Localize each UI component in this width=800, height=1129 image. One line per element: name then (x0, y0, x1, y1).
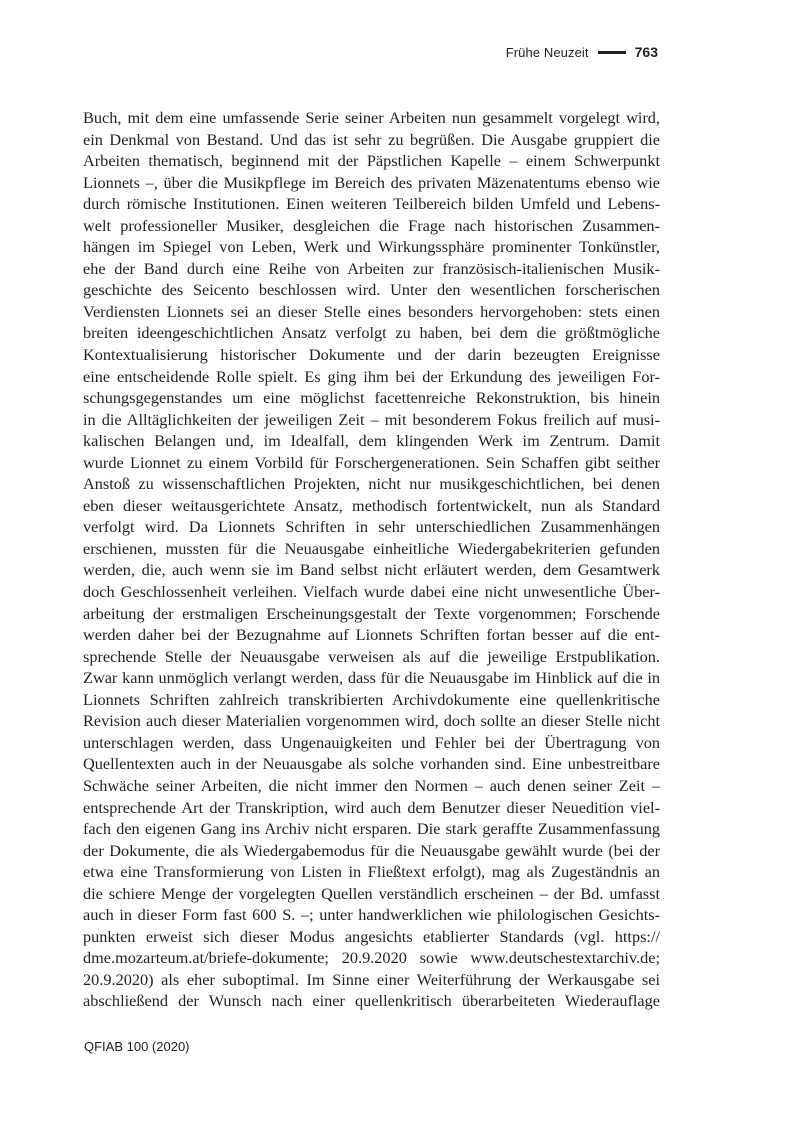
text-line: welt professioneller Musiker, desgleichen die Frage nach historischen Zusammen- (83, 215, 660, 235)
text-line: eine entscheidende Rolle spielt. Es ging ihm bei der Erkundung des jeweiligen For- (83, 366, 660, 386)
section-title: Frühe Neuzeit (505, 44, 589, 60)
text-line: entsprechende Art der Transkription, wird auch dem Benutzer dieser Neuedition viel- (83, 797, 660, 817)
text-line: dme.mozarteum.at/briefe-dokumente; 20.9.2020 sowie www.deutschestextarchiv.de; (83, 948, 660, 968)
text-line: abschließend der Wunsch nach einer quellenkritisch überarbeiteten Wiederauflage (83, 991, 660, 1011)
text-line: Anstoß zu wissenschaftlichen Projekten, nicht nur musikgeschichtlichen, bei denen (83, 474, 660, 494)
text-line: in die Alltäglichkeiten der jeweiligen Zeit – mit besonderem Fokus freilich auf musi- (83, 409, 660, 429)
text-line: breiten ideengeschichtlichen Ansatz verfolgt zu haben, bei dem die größtmögliche (83, 323, 660, 343)
text-line: durch römische Institutionen. Einen weiteren Teilbereich bilden Umfeld und Lebens- (83, 194, 660, 214)
text-line: Kontextualisierung historischer Dokumente und der darin bezeugten Ereignisse (83, 345, 660, 365)
text-line: Zwar kann unmöglich verlangt werden, dass für die Neuausgabe im Hinblick auf die in (83, 668, 660, 688)
text-line: doch Geschlossenheit verleihen. Vielfach wurde dabei eine nicht unwesentliche Über- (83, 582, 660, 602)
text-line: Schwäche seiner Arbeiten, die nicht immer den Normen – auch denen seiner Zeit – (83, 775, 660, 795)
text-line: die schiere Menge der vorgelegten Quellen verständlich erscheinen – der Bd. umfasst (83, 883, 660, 903)
text-line: fach den eigenen Gang ins Archiv nicht ersparen. Die stark geraffte Zusammenfassung (83, 819, 660, 839)
text-line: Lionnets Schriften zahlreich transkribierten Archivdokumente eine quellenkritische (83, 689, 660, 709)
text-line: 20.9.2020) als eher suboptimal. Im Sinne einer Weiterführung der Werkausgabe sei (83, 969, 660, 989)
text-line: Arbeiten thematisch, beginnend mit der Päpstlichen Kapelle – einem Schwerpunkt (83, 151, 660, 171)
journal-footer: QFIAB 100 (2020) (84, 1039, 190, 1054)
text-line: werden, die, auch wenn sie im Band selbst nicht erläutert werden, dem Gesamtwerk (83, 560, 660, 580)
text-line: etwa eine Transformierung von Listen in Fließtext erfolgt), mag als Zugeständnis an (83, 862, 660, 882)
text-line: Quellentexten auch in der Neuausgabe als solche vorhanden sind. Eine unbestreitbare (83, 754, 660, 774)
text-line: punkten erweist sich dieser Modus angesichts etablierter Standards (vgl. https:// (83, 926, 660, 946)
text-line: ein Denkmal von Bestand. Und das ist sehr zu begrüßen. Die Ausgabe gruppiert die (83, 129, 660, 149)
text-line: schungsgegenstandes um eine möglichst facettenreiche Rekonstruktion, bis hinein (83, 388, 660, 408)
running-head (506, 44, 658, 60)
text-line: eben dieser weitausgerichtete Ansatz, methodisch fortentwickelt, nun als Standard (83, 495, 660, 515)
text-line: sprechende Stelle der Neuausgabe verweisen als auf die jeweilige Erstpublikation. (83, 646, 660, 666)
text-line: wurde Lionnet zu einem Vorbild für Forschergenerationen. Sein Schaffen gibt seither (83, 452, 660, 472)
text-line: werden daher bei der Bezugnahme auf Lionnets Schriften fortan besser auf die ent- (83, 625, 660, 645)
header-rule (598, 51, 626, 54)
text-line: unterschlagen werden, dass Ungenauigkeiten und Fehler bei der Übertragung von (83, 732, 660, 752)
text-line: auch in dieser Form fast 600 S. –; unter handwerklichen wie philologischen Gesichts- (83, 905, 660, 925)
text-line: Lionnets –, über die Musikpflege im Bereich des privaten Mäzenatentums ebenso wie (83, 172, 660, 192)
text-line: erschienen, mussten für die Neuausgabe einheitliche Wiedergabekriterien gefunden (83, 538, 660, 558)
text-line: Revision auch dieser Materialien vorgenommen wird, doch sollte an dieser Stelle nicht (83, 711, 660, 731)
text-line: kalischen Belangen und, im Idealfall, dem klingenden Werk im Zentrum. Damit (83, 431, 660, 451)
text-line: arbeitung der erstmaligen Erscheinungsgestalt der Texte vorgenommen; Forschende (83, 603, 660, 623)
text-line: verfolgt wird. Da Lionnets Schriften in sehr unterschiedlichen Zusammenhängen (83, 517, 660, 537)
text-line: Verdiensten Lionnets sei an dieser Stelle eines besonders hervorgehoben: stets einen (83, 301, 660, 321)
page-number: 763 (634, 44, 658, 60)
text-line: hängen im Spiegel von Leben, Werk und Wirkungssphäre prominenter Tonkünstler, (83, 237, 660, 257)
body-text (83, 107, 660, 1012)
text-line: Buch, mit dem eine umfassende Serie seiner Arbeiten nun gesammelt vorgelegt wird, (83, 108, 660, 127)
text-line: der Dokumente, die als Wiedergabemodus für die Neuausgabe gewählt wurde (bei der (83, 840, 660, 860)
text-line: geschichte des Seicento beschlossen wird. Unter den wesentlichen forscherischen (83, 280, 660, 300)
text-line: ehe der Band durch eine Reihe von Arbeiten zur französisch-italienischen Musik- (83, 258, 660, 278)
